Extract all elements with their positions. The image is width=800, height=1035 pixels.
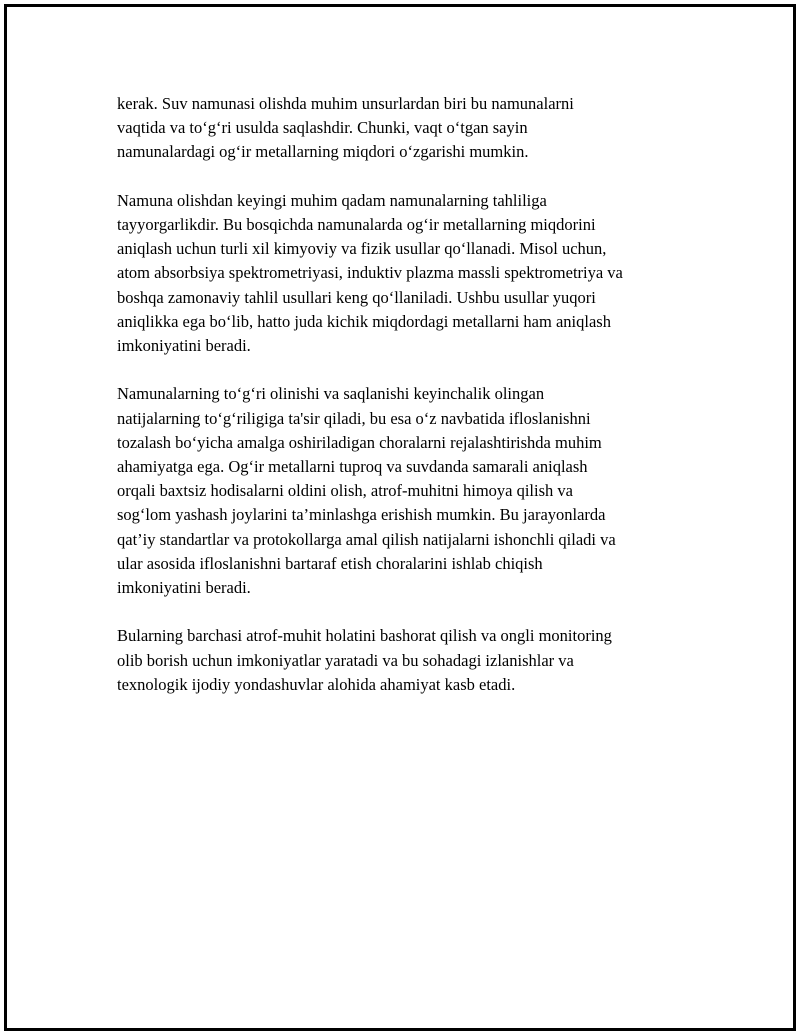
text-line: ular asosida ifloslanishni bartaraf etish choralarini ishlab chiqish [117, 553, 543, 573]
paragraph-4 [117, 624, 692, 697]
paragraph-1 [117, 92, 692, 165]
text-line: aniqlikka ega bo‘lib, hatto juda kichik miqdordagi metallarni ham aniqlash [117, 311, 611, 331]
text-line: orqali baxtsiz hodisalarni oldini olish, atrof-muhitni himoya qilish va [117, 481, 573, 501]
text-line: imkoniyatini beradi. [117, 336, 251, 356]
text-line: tayyorgarlikdir. Bu bosqichda namunalarda og‘ir metallarning miqdorini [117, 215, 596, 234]
text-line: sog‘lom yashash joylarini ta’minlashga erishish mumkin. Bu jarayonlarda [117, 505, 606, 525]
text-line: Bularning barchasi atrof-muhit holatini bashorat qilish va ongli monitoring [117, 626, 612, 646]
text-line: qat’iy standartlar va protokollarga amal qilish natijalarni ishonchli qiladi va [117, 529, 616, 549]
text-line: imkoniyatini beradi. [117, 578, 251, 598]
text-line: kerak. Suv namunasi olishda muhim unsurlardan biri bu namunalarni [117, 94, 574, 113]
text-line: natijalarning to‘g‘riligiga ta'sir qiladi, bu esa o‘z navbatida ifloslanishni [117, 408, 591, 428]
text-line: olib borish uchun imkoniyatlar yaratadi va bu sohadagi izlanishlar va [117, 650, 574, 670]
text-line: Namuna olishdan keyingi muhim qadam namunalarning tahliliga [117, 190, 547, 210]
text-line: ahamiyatga ega. Og‘ir metallarni tuproq va suvdanda samarali aniqlash [117, 457, 588, 477]
text-line: namunalardagi og‘ir metallarning miqdori o‘zgarishi mumkin. [117, 142, 529, 162]
text-line: atom absorbsiya spektrometriyasi, induktiv plazma massli spektrometriya va [117, 263, 623, 283]
text-line: boshqa zamonaviy tahlil usullari keng qo‘llaniladi. Ushbu usullar yuqori [117, 287, 596, 307]
text-line: texnologik ijodiy yondashuvlar alohida ahamiyat kasb etadi. [117, 674, 516, 694]
text-line: vaqtida va to‘g‘ri usulda saqlashdir. Chunki, vaqt o‘tgan sayin [117, 118, 528, 138]
paragraph-2 [117, 189, 692, 358]
text-line: Namunalarning to‘g‘ri olinishi va saqlanishi keyinchalik olingan [117, 384, 545, 404]
text-line: aniqlash uchun turli xil kimyoviy va fizik usullar qo‘llanadi. Misol uchun, [117, 239, 607, 259]
document-body [117, 92, 692, 721]
paragraph-3 [117, 382, 692, 600]
text-line: tozalash bo‘yicha amalga oshiriladigan choralarni rejalashtirishda muhim [117, 432, 602, 452]
